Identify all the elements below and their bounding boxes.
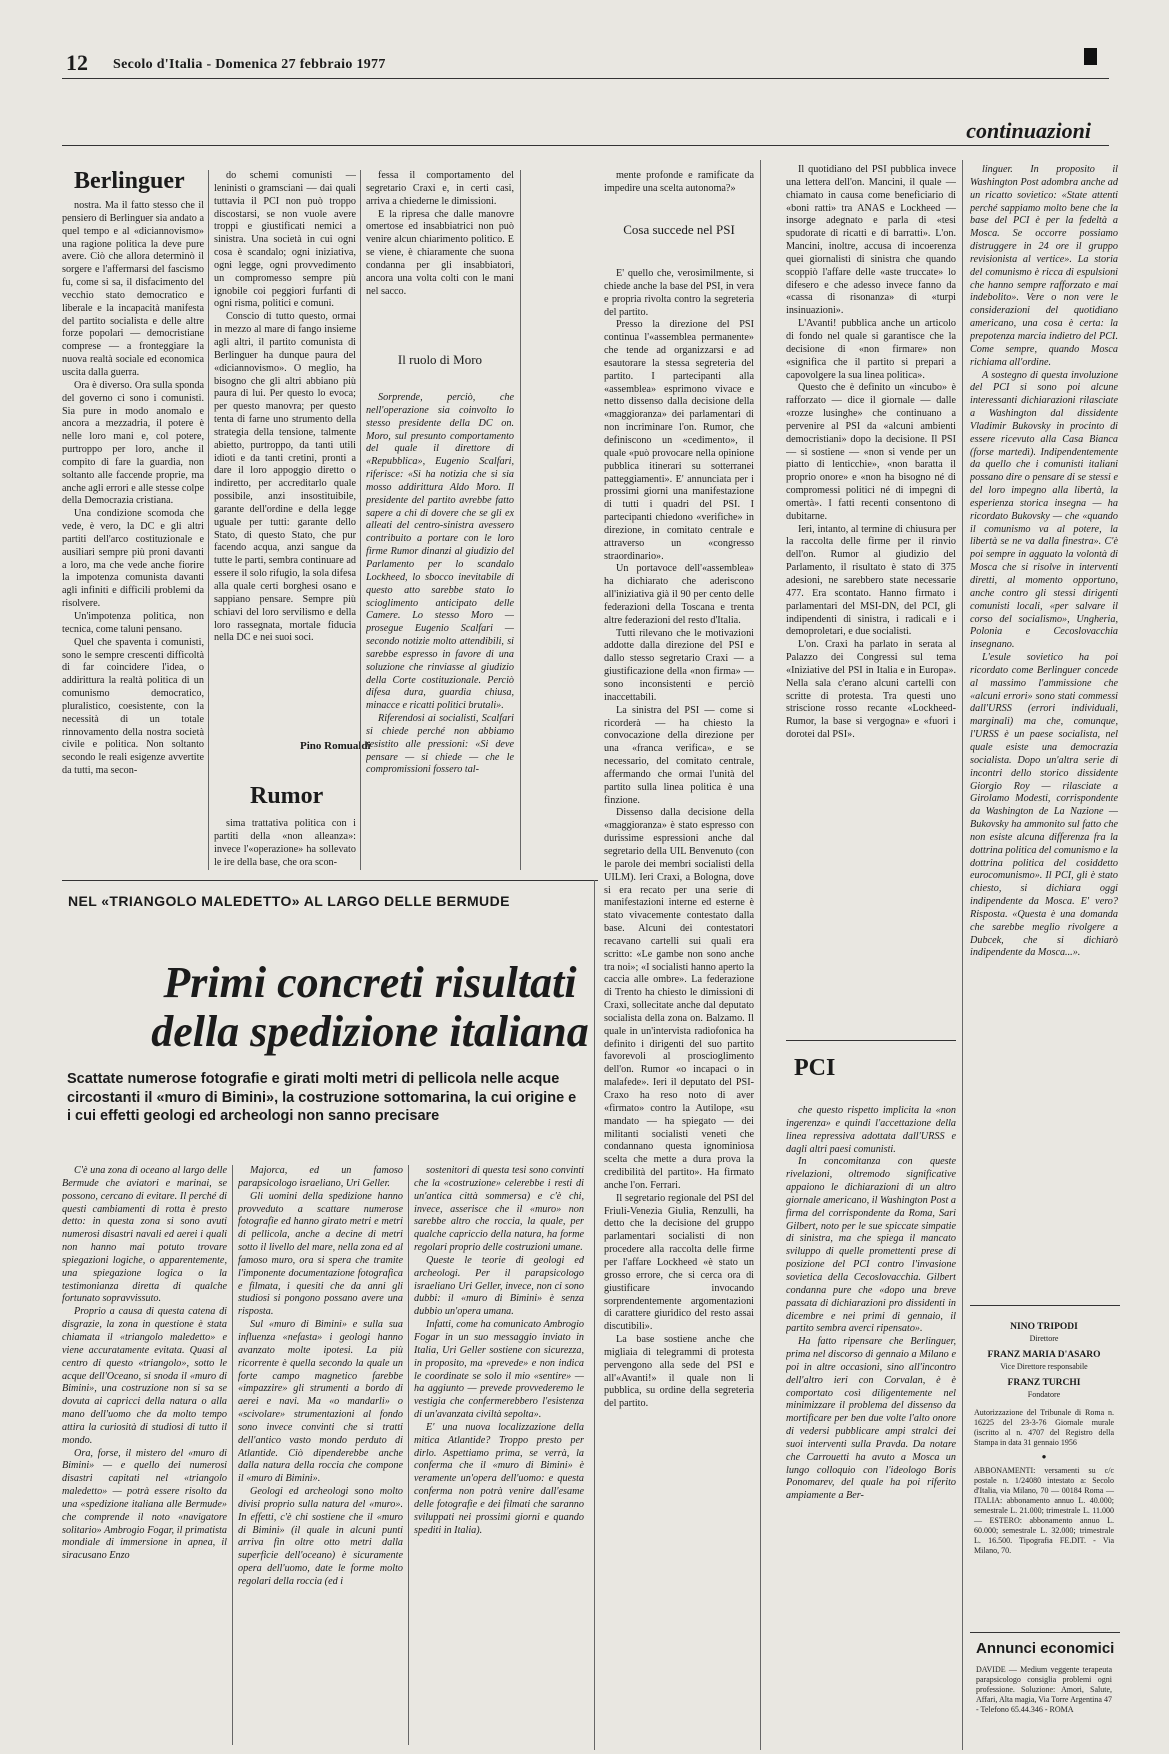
rumor-column-2: [366, 170, 514, 340]
director-role: Direttore: [1029, 1333, 1059, 1343]
moscow-column: [970, 164, 1118, 1294]
paragraph: nostra. Ma il fatto stesso che il pensiero di Berlinguer sia andato a quel tempo e al «diciannovismo» una ragione politica la deve pure avere. Ciò che allora determinò il sorgere e l'affermarsi del fascismo fu, come si sa, il disfacimento del vecchio stato democratico e liberale e la incapacità manifesta del partito socialista e delle altre forze popolari — democristiane comprese — a fronteggiare la nuova realtà sociale ed economica uscita dalla guerra.: [62, 200, 204, 378]
paragraph: Riferendosi ai socialisti, Scalfari si chiede perché non abbiamo resistito alle pressioni: «Si deve pensare — si chiede — che le compromissioni fossero tal-: [366, 713, 514, 776]
paragraph: che questo rispetto implicita la «non ingerenza» e quindi l'accettazione della linea repressiva adottata dall'URSS e dagli altri paesi comunisti.: [786, 1105, 956, 1155]
paragraph: Dissenso dalla decisione della «maggioranza» è stato espresso con durissime espressioni anche dal segretario della UIL Benvenuto (con le parole dei membri socialisti della UILM). Ieri Craxi, a Bologna, dove si era recato per una serie di manifestazioni interne ed esterne è stato vivacemente contestato dalla base. Alcuni dei contestatori recavano cartelli sui quali era scritto: «Le gambe non sono anche tra noi»; «I socialisti hanno aperto la caccia alle ombre». La federazione di Trento ha chiesto le dimissioni di Craxi, sollecitate anche dal deputato socialista della zona on. Balzamo. Il quale in un'intervista radiofonica ha definito i dirigenti del suo partito favorevoli al proscioglimento dell'on. Rumor «o incapaci o in malafede». Ieri il deputato del PSI-Craxo ha reso noto di aver «firmato» contro la Autilope, «su mandato — ha spiegato — dei militanti socialisti veneti che condannano questa ignominiosa scelta che mette a dura prova la credibilità del partito». Ha firmato anche l'on. Ferrari.: [604, 807, 754, 1191]
paragraph: Un portavoce dell'«assemblea» ha dichiarato che aderiscono all'iniziativa già il 90 per cento delle federazioni della Toscana e trenta altre federazioni del resto d'Italia.: [604, 563, 754, 626]
column-rule: [232, 1165, 233, 1745]
paragraph: E' una nuova localizzazione della mitica Atlantide? Troppo presto per dirlo. Aspettiamo prima, se verrà, la conferma che il «muro di Bimini» è veramente un'opera dell'uomo: e questa conferma non potrà venire dall'esame delle fotografie e dei filmati che saranno sviluppati nei prossimi giorni e quando spediti in Italia).: [414, 1421, 584, 1536]
title-line: della spedizione italiana: [151, 1007, 589, 1057]
paragraph: mente profonde e ramificate da impedire una scelta autonoma?»: [604, 170, 754, 194]
paragraph: L'on. Craxi ha parlato in serata al Palazzo dei Congressi sul tema «Iniziative del PSI in Italia e in Europa». Nella sala c'erano alcuni cartelli con scritte di protesta. Tra questi uno striscione rosso recante «Lockheed-Rumor, la base si vergogna» e «fuori i dorotei dal PSI».: [786, 639, 956, 741]
rumor-column-2b: [366, 392, 514, 874]
corner-mark: [1084, 48, 1097, 65]
article-kicker: NEL «TRIANGOLO MALEDETTO» AL LARGO DELLE BERMUDE: [68, 893, 510, 909]
rumor-column-3-top: [604, 170, 754, 210]
column-rule: [360, 170, 361, 870]
founder-role: Fondatore: [1027, 1389, 1061, 1399]
paragraph: Ora è diverso. Ora sulla sponda del governo ci sono i comunisti. Sia pure in modo anomalo e ancora a mezzadria, il potere è nelle loro mani e, col potere, purtroppo per loro, anche il compito di fare la guardia, non soltanto alle faccende proprie, ma anche agli errori e alle stesse colpe della Democrazia cristiana.: [62, 379, 204, 507]
paragraph: A sostegno di questa involuzione del PCI si sono poi alcune interessanti dichiarazioni rilasciate a Washington dal dissidente Vladimir Bukovsky in procinto di essere ricevuto alla Casa Bianca (forse martedì). Indipendentemente da quello che i comunisti italiani possano dire o pensare di se stessi e del loro impegno alla libertà, la esperienza storica insegna — ha ricordato Bukovsky — che «quando il comunismo va al potere, la libertà se ne va dalla finestra». C'è poi sempre in agguato la volontà di Mosca che si risolve in interventi diretti, al momento opportuno, anche contro gli stessi dirigenti comunisti locali, «per salvare il corso del socialismo», Ungheria, Polonia e Cecoslovacchia insegnano.: [970, 369, 1118, 651]
staff-box: [974, 1322, 1114, 1556]
signature: Pino Romualdi: [300, 740, 371, 752]
pci-title: PCI: [794, 1055, 836, 1081]
article-deck: Scattate numerose fotografie e girati molti metri di pellicola nelle acque circostanti il «muro di Bimini», la costruzione sottomarina, la cui origine e i cui effetti geologi ed archeologi non sanno precisare: [67, 1071, 577, 1125]
column-rule: [962, 160, 963, 1750]
paragraph: E' quello che, verosimilmente, si chiede anche la base del PSI, in vera e propria rivolta contro la segreteria del partito.: [604, 268, 754, 318]
column-rule: [520, 170, 521, 870]
paragraph: Proprio a causa di questa catena di disgrazie, la zona in questione è stata chiamata il «triangolo maledetto» e viene accuratamente evitata. Quasi al centro di questo «triangolo», sotto le acque dell'Oceano, si snoda il «muro di Bimini», una costruzione non si sa se dovuta ai capricci della natura o alla mano dell'uomo che da molto tempo attira la curiosità di studiosi di tutto il mondo.: [62, 1306, 227, 1446]
vice-role: Vice Direttore responsabile: [1000, 1361, 1088, 1371]
section-rule: [62, 145, 1109, 146]
rumor-title: Rumor: [250, 783, 324, 809]
title-line: Primi concreti risultati: [163, 958, 577, 1007]
subhead-moro: Il ruolo di Moro: [397, 352, 483, 367]
bermuda-column-3: [414, 1165, 584, 1750]
paragraph: sima trattativa politica con i partiti della «non alleanza»: invece l'«operazione» ha sollevato le ire della base, che ora scon-: [214, 818, 356, 868]
paragraph: Quel che spaventa i comunisti, sono le sempre crescenti difficoltà di far coincidere l'idea, o addirittura la realtà politica di un comunismo democratico, pluralistico, coesistente, con la necessità di un totale rinnovamento della nostra società civile e politica. Non soltanto secondo le reali esigenze avvertite da tutti, ma secon-: [62, 636, 204, 777]
berlinguer-title: Berlinguer: [74, 168, 185, 194]
article-rule: [62, 880, 598, 881]
subhead-psi: Cosa succede nel PSI: [623, 222, 735, 237]
paragraph: L'esule sovietico ha poi ricordato come Berlinguer concede al massimo l'ammissione che «alcuni errori» sono stati commessi dall'URSS (errori individuali, marginali) ma che, comunque, l'URSS è un paese socialista, nel quale esiste una democrazia socialista. Dopo un'altra serie di incontri dello storico dissidente Giorgio Roy — rilasciate a Girolamo Modesti, corrispondente da Washington de La Nazione — Bukovsky ha ammonito sul fatto che non esiste alcuna differenza fra la dottrina politica del comunismo e la dottrina politica del cosiddetto eurocomunismo». Il PCI, gli è stato chiesto, si dichiara oggi indipendente da Mosca. E' vero? Risposta. «Questa è una domanda che sarebbe meglio rivolgere a Dubcek, che si dichiarò indipendente da Mosca...».: [970, 652, 1118, 959]
paragraph: Majorca, ed un famoso parapsicologo israeliano, Uri Geller.: [238, 1165, 403, 1189]
registration-text: Autorizzazione del Tribunale di Roma n. 16225 del 23-3-76 Giornale murale (iscritto al n. 4707 del Registro della Stampa in data 31 gennaio 1956: [974, 1407, 1114, 1447]
paragraph: Ora, forse, il mistero del «muro di Bimini» — e quello dei numerosi disastri capitati nel «triangolo maledetto» — potrà essere risolto da una «spedizione italiana alle Bermude» che comprende il noto «navigatore solitario» Ambrogio Fogar, il primatista mondiale di immersione in apnea, il siracusano Enzo: [62, 1447, 227, 1562]
bermuda-column-1: [62, 1165, 227, 1750]
paragraph: Il quotidiano del PSI pubblica invece una lettera dell'on. Mancini, il quale — chiamato in causa come beneficiario di «boni ratti» tra ANAS e Lockheed — insorge adegnato e parla di «tesi spudorate di ricatti e di barratti». L'on. Mancini, inoltre, accusa di incoerenza quei giornalisti di sinistra che quando scoppiò l'affare delle «aste truccate» lo difesero e che adesso invece fanno da «cassa di risonanza» di «turpi insinuazioni».: [786, 164, 956, 317]
paragraph: Sorprende, perciò, che nell'operazione sia coinvolto lo stesso presidente della DC on. Moro, sul presunto comportamento del quale il direttore di «Repubblica», Eugenio Scalfari, riferisce: «Si ha notizia che si sia mosso addirittura Aldo Moro. Il presidente del partito avrebbe fatto sapere a chi di dovere che se gli ex alleati del centro-sinistra avessero contribuito a portare con le loro firme Rumor dinanzi al giudizio del Parlamento per lo scandalo Lockheed, lo sbocco inevitabile di questo atto sarebbe stato lo scioglimento anticipato delle Camere. Lo stesso Moro — prosegue Eugenio Scalfari — secondo notizie molto attendibili, si sarebbe espresso in favore di una soluzione che rinviasse al giudizio della Corte costituzionale. Perciò difesa dura, guardia chiusa, minacce e ricatti politici brutali».: [366, 392, 514, 712]
paragraph: Sul «muro di Bimini» e sulla sua influenza «nefasta» i geologi hanno avanzato molte ipotesi. La più ricorrente è quella secondo la quale un forte campo magnetico farebbe «impazzire» gli strumenti a bordo di aerei e navi. Ma «o mandarli» o «scivolare» strumentazioni al fondo sono invece convinti che si tratti dell'antico vasto mondo perduto di Atlantide. Ciò dipenderebbe anche dalla natura della roccia che compone il «muro di Bimini».: [238, 1319, 403, 1485]
rumor-column-1: [214, 818, 356, 873]
paragraph: In concomitanza con queste rivelazioni, oltremodo significative appaiono le dichiarazioni di un altro giornale americano, il Washington Post a firma del corrispondente da Roma, Sari Gilbert, noto per le sue spiccate simpatie di sinistra, ma che spiega il mancato sviluppo di quelle promettenti prese di posizione del PCI contro l'invasione sovietica della Cecoslovacchia. Gilbert condanna pure che «dopo una breve passata di dichiarazioni pro dissidenti in dicembre e nei primi di gennaio, il partito sembra averci ripensato».: [786, 1156, 956, 1335]
paragraph: Tutti rilevano che le motivazioni addotte dalla direzione del PSI e dallo stesso segretario Craxi — a giustificazione della «non firma» — sono inconsistenti e perciò inaccettabili.: [604, 627, 754, 703]
column-rule: [408, 1165, 409, 1745]
column-rule: [594, 880, 595, 1750]
masthead: Secolo d'Italia - Domenica 27 febbraio 1977: [113, 57, 386, 72]
paragraph: Una condizione scomoda che vede, è vero, la DC e gli altri partiti dell'arco costituzionale e ausiliari sempre più proni davanti a loro, ma che vede anche fiorire la impotenza comunista davanti agli infiniti e difficili problemi da risolvere.: [62, 508, 204, 610]
paragraph: Il segretario regionale del PSI del Friuli-Venezia Giulia, Renzulli, ha detto che la decisione del gruppo parlamentari socialisti di non procedere alla raccolta delle firme per l'affare Lockheed «è stato un grosso errore, che si cerca ora di giustificare invocando sorprendentemente argomentazioni di carattere giuridico del resto assai discutibili».: [604, 1192, 754, 1333]
paragraph: L'Avanti! pubblica anche un articolo di fondo nel quale si garantisce che la decisione di «non firmare» non «significa che il partito si prepari a capovolgere la sua linea politica».: [786, 318, 956, 381]
berlinguer-column-1: [62, 200, 204, 880]
section-title: continuazioni: [966, 118, 1091, 143]
berlinguer-column-2: [214, 170, 356, 750]
annunci-title: Annunci economici: [976, 1640, 1115, 1657]
paragraph: Ieri, intanto, al termine di chiusura per la raccolta delle firme per il rinvio dell'on. Rumor al giudizio del Parlamento, il risultato è stato di 375 adesioni, ne sarebbero state necessarie 477. Era scontato. Hanno firmato i parlamentari del MSI-DN, del PCI, gli indipendenti di sinistra, i radicali e i demoproletari, e due socialisti.: [786, 523, 956, 638]
paragraph: La base sostiene anche che migliaia di telegrammi di protesta pervengono alla sede del PSI e all'«Avanti!» il quale non li pubblica, su ordine della segreteria del partito.: [604, 1334, 754, 1410]
pci-rule: [786, 1040, 956, 1041]
paragraph: C'è una zona di oceano al largo delle Bermude che aviatori e marinai, se possono, cercano di evitare. Il perché di questi cambiamenti di rotta è presto detto: in questa zona si sono avuti numerosi disastri navali ed aerei i quali non hanno mai potuto trovare spiegazioni logiche, o apparentemente, una spiegazione logica o la testimonianza diretta di qualche fortunato sopravvissuto.: [62, 1165, 227, 1305]
paragraph: Ha fatto ripensare che Berlinguer, prima nel discorso di gennaio a Milano e poi in altre occasioni, sino all'incontro dell'altro ieri con Corvalan, è è comportato così diligentemente nel minimizzare il problema del dissenso da mortificare per ben due volte l'alto onore di vedersi pubblicare ampi stralci dei suoi interventi sulla Pravda. Da notare che Carrouetti ha avuto a Mosca un lungo colloquio con l'ideologo Boris Ponomarev, del quale ha poi riferito ampiamente a Ber-: [786, 1336, 956, 1502]
bermuda-column-2: [238, 1165, 403, 1750]
paragraph: Presso la direzione del PSI continua l'«assemblea permanente» che tende ad organizzarsi e ad esautorare la stessa segreteria del partito. I partecipanti alla «assemblea» esprimono vivace e netto dissenso dalla decisione della «maggioranza» dei parlamentari di non incriminare l'on. Rumor, che definiscono un «cedimento», il quale «può provocare nella opinione pubblica itinerari su sotterranei patteggiamenti». E' annunciata per i prossimi giorni una manifestazione di tutti i quadri del PSI. I partecipanti chiedono «verifiche» in direzione, in comitato centrale e attraverso un «congresso straordinario».: [604, 319, 754, 562]
subscriptions-text: ABBONAMENTI: versamenti su c/c postale n. 1/24080 intestato a: Secolo d'Italia, via Milano, 70 — 00184 Roma — ITALIA: abbonamento annuo L. 40.000; semestrale L. 21.000; trimestrale L. 11.000 — ESTERO: abbonamento annuo L. 60.000; semestrale L. 32.000; trimestrale L. 16.500. Tipografia FE.DIT. - Via Milano, 70.: [974, 1465, 1114, 1555]
founder-name: FRANZ TURCHI: [1007, 1377, 1081, 1388]
paragraph: Geologi ed archeologi sono molto divisi proprio sulla natura del «muro». In effetti, c'è chi sostiene che il «muro di Bimini» (il quale in alcuni punti arriva fin oltre otto metri dalla superficie dell'oceano) è sicuramente opera dell'uomo, date le forme molto regolari della roccia (ed i: [238, 1486, 403, 1587]
rumor-column-4: [786, 164, 956, 964]
paragraph: Un'impotenza politica, non tecnica, come taluni pensano.: [62, 611, 204, 635]
paragraph: linguer. In proposito il Washington Post adombra anche ad un ricatto sovietico: «State attenti perché sappiamo molto bene che la base del PCI è per la fedeltà a Mosca. Se occorre possiamo distruggere in 24 ore il gruppo revisionista al vertice». La storia del comunismo è ricca di espulsioni che hanno sempre rafforzato e mai indebolito». Vere o non vere le considerazioni del quotidiano americano, una cosa è certa: la prepotenza marcia indietro del PCI. Come sempre, quando Mosca richiama all'ordine.: [970, 164, 1118, 368]
director-name: NINO TRIPODI: [1010, 1322, 1078, 1332]
paragraph: Infatti, come ha comunicato Ambrogio Fogar in un suo messaggio inviato in Italia, Uri Geller sostiene con sicurezza, in proposito, ma «prevede» e non indica le coordinate se solo il mio «sentire» — ha aggiunto — prevede provvederemo le vestigia che confermerebbero l'esistenza di un'avanzata civiltà sepolta».: [414, 1319, 584, 1421]
column-rule: [208, 170, 209, 870]
paragraph: Conscio di tutto questo, ormai in mezzo al mare di fango insieme agli altri, il partito comunista di Berlinguer ha dunque paura del «diciannovismo». O meglio, ha bisogno che gli altri abbiano più paura di lui. Per questo lo evoca; per questo manovra; per questo tenta di farne uno strumento della strategia della tensione, talmente abietto, purtroppo, da tanti utili idioti e da tanti cretini, pronti a dare il loro appoggio diretto o indiretto, per accreditarlo quale possibile, anzi insostituibile, garante dell'ordine e della legge uguale per tutti: garante dello Stato, di questo Stato, che pur facendo acqua, anzi sangue da tutte le parti, sembra continuare ad essere il solo rifugio, la sola difesa alla quale certi borghesi osano e sappiano pensare. Sempre più schiavi del loro servilismo e della loro rassegnata, mortale fiducia nella DC e nei suoi soci.: [214, 311, 356, 644]
paragraph: Gli uomini della spedizione hanno provveduto a scattare numerose fotografie ed hanno girato metri e metri di pellicola, anche a decine di metri sotto il livello del mare, nella zona ed al famoso muro, ora si spera che tramite l'imponente documentazione fotografica e filmata, i quesiti che da anni gli studiosi si pongono possano avere una risposta.: [238, 1190, 403, 1318]
pci-column: [786, 1105, 956, 1750]
article-title: [70, 958, 670, 1057]
separator-dot: ●: [1041, 1451, 1047, 1461]
paragraph: do schemi comunisti — leninisti o gramsciani — dai quali tuttavia il PCI non può troppo discostarsi, se non vuole avere troppi e giustificati nemici a sinistra. Una società in cui ogni cosa è scandalo; ogni iniziativa, ogni legge, ogni provvedimento un compromesso sempre più ignobile coi peggiori furfanti di ogni risma, politici e comuni.: [214, 170, 356, 310]
annunci-text: DAVIDE — Medium veggente terapeuta parapsicologo consiglia problemi ogni professione. Soluzione: Amori, Salute, Affari, Alta magia, Via Torre Argentina 47 - Telefono 65.44.346 - ROMA: [976, 1665, 1112, 1714]
page-number: 12: [66, 50, 88, 75]
paragraph: Questo che è definito un «incubo» è rafforzato — dice il giornale — dalle «rozze lusinghe» che continuano a pervenire al PSI da «alcuni ambienti democristiani» dopo la decisione. Il PSI — si sostiene — «non si vende per un piatto di lenticchie», «non baratta il proprio onore» e «non ha bisogno né di compromessi politici né di impegni di omertà». I fatti recenti consentono di dubitarne.: [786, 382, 956, 522]
column-rule: [760, 160, 761, 1750]
paragraph: Queste le teorie di geologi ed archeologi. Per il parapsicologo israeliano Uri Geller, invece, non ci sono dubbi: il «muro di Bimini» è senza dubbio un'opera umana.: [414, 1254, 584, 1318]
header-rule: [62, 78, 1109, 79]
paragraph: sostenitori di questa tesi sono convinti che la «costruzione» celerebbe i resti di un'antica città sommersa) e c'è chi, invece, asserisce che il «muro» non sarebbe altro che roccia, la quale, per qualche capriccio della natura, ha forme regolari proprio delle costruzioni umane.: [414, 1165, 584, 1254]
paragraph: fessa il comportamento del segretario Craxi e, in certi casi, arriva a chiederne le dimissioni.: [366, 170, 514, 207]
paragraph: E la ripresa che dalle manovre omertose ed insabbiatrici non può venire alcun chiarimento politico. E se viene, è chiaramente che suona condanna per gli insabbiatori, ancora una volta colti con le mani nel sacco.: [366, 208, 514, 297]
paragraph: La sinistra del PSI — come si ricorderà — ha chiesto la convocazione della direzione per una «franca verifica», e se necessario, del comitato centrale, affermando che ormai l'unità del partito sulla linea politica è una finzione.: [604, 704, 754, 806]
annunci-rule: [970, 1632, 1120, 1633]
staff-rule: [970, 1305, 1120, 1306]
vice-name: FRANZ MARIA D'ASARO: [987, 1349, 1101, 1360]
